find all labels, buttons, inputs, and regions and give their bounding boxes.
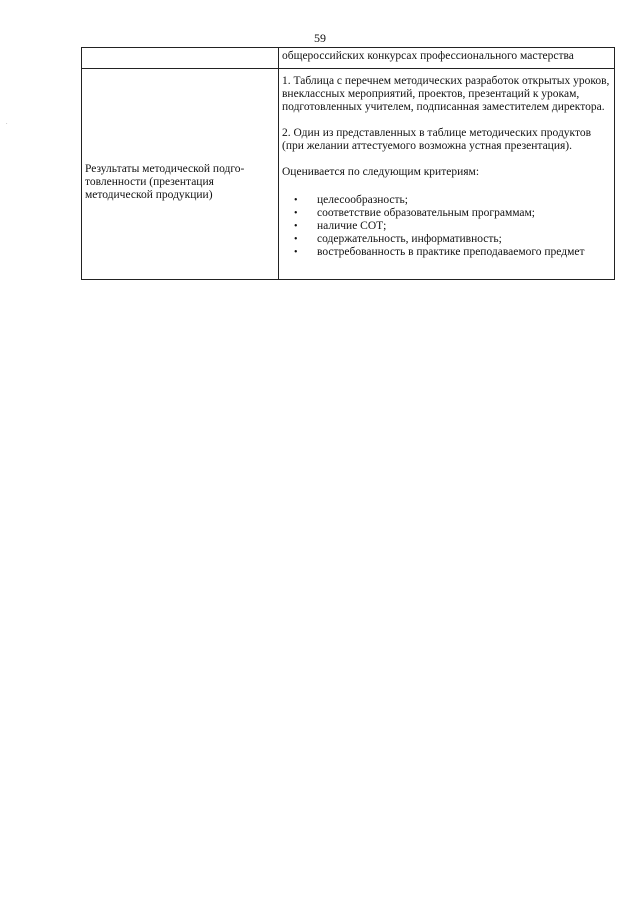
evidence-cell: [279, 69, 615, 280]
criteria-intro: Оценивается по следующим критериям:: [282, 166, 480, 178]
bullet-icon: •: [294, 247, 298, 258]
criterion-text: целесообразность;: [317, 194, 409, 206]
list-item: [282, 233, 611, 246]
criterion-text: содержательность, информативность;: [317, 233, 502, 245]
list-item: [282, 194, 611, 207]
bullet-icon: •: [294, 234, 298, 245]
criterion-text: наличие СОТ;: [317, 220, 387, 232]
list-item: [282, 207, 611, 220]
page-number: 59: [314, 31, 326, 45]
table-cell-empty: [82, 48, 279, 69]
scan-speck: .: [6, 120, 8, 126]
table-cell-continuation: общероссийских конкурсах профессионального мастерства: [279, 48, 615, 69]
paragraph-2: 2. Один из представленных в таблице методических продуктов (при желании аттестуемого возможна устная презентация).: [282, 127, 592, 152]
indicator-cell: Результаты методической подго-товленности (презентация методической продукции): [82, 69, 279, 280]
bullet-icon: •: [294, 195, 298, 206]
bullet-icon: •: [294, 208, 298, 219]
criteria-table: [81, 47, 615, 280]
list-item: [282, 246, 611, 259]
table-row: [82, 48, 615, 69]
table-row: [82, 69, 615, 280]
criterion-text: востребованность в практике преподаваемого предмет: [317, 246, 585, 258]
list-item: [282, 220, 611, 233]
criteria-list: [282, 194, 611, 259]
criterion-text: соответствие образовательным программам;: [317, 207, 535, 219]
bullet-icon: •: [294, 221, 298, 232]
paragraph-1: 1. Таблица с перечнем методических разработок открытых уроков, внеклассных мероприятий, проектов, презентаций к урокам, подготовленных учителем, подписанная заместителем директора.: [282, 75, 610, 113]
